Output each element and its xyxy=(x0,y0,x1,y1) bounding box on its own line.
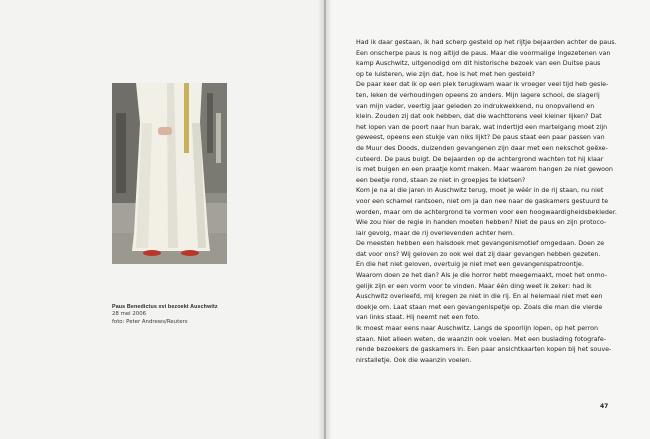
text-line: op te luisteren, wie zijn dat, hoe is het met hen gesteld? xyxy=(356,70,535,78)
text-line: gelijk zijn er een vorm voor te vinden. Maar één ding weet ik zeker: had ik xyxy=(356,282,592,290)
pope-photo xyxy=(112,83,227,264)
text-line: Kom je na al die jaren in Auschwitz terug, moet je wéér in de rij staan, nu niet xyxy=(356,187,604,195)
photo-image xyxy=(112,83,227,264)
text-line: ten, leken de verhoudingen opeens zo anders. Mijn lagere school, de slagerij xyxy=(356,91,600,99)
text-line: De paar keer dat ik op een plek terugkwam waar ik vroeger veel tijd heb geslе- xyxy=(356,81,609,89)
text-line: cuteerd. De paus buigt. De bejaarden op de achtergrond wachten tot hij klaar xyxy=(356,155,604,163)
text-line: Had ik daar gestaan, ik had scherp gesteld op het rijtje bejaarden achter de paus. xyxy=(356,39,617,46)
body-text xyxy=(356,38,624,366)
text-line: rende bezoekers de gaskamers in. Een paar ansichtkaarten kopen bij het souve- xyxy=(356,346,612,354)
text-line: En die het niet geloven, overtuig je niet met een gevangenispatroontje. xyxy=(356,261,584,269)
text-line: dat voor ons? Wij geloven zo ook wel dat zij daar gevangen hebben gezeten. xyxy=(356,250,601,258)
text-line: lair gevolg, maar de rij overlevenden achter hem. xyxy=(356,229,515,237)
text-line: van links staat. Hij neemt net een foto. xyxy=(356,314,480,322)
left-page xyxy=(0,0,324,439)
text-line: De meesten hebben een halsdoek met gevangenismotief omgedaan. Doen ze xyxy=(356,240,605,248)
text-line: Wie zou hier de regie in handen moeten hebben? Niet de paus en zijn protoco- xyxy=(356,219,607,227)
page-number: 47 xyxy=(600,403,609,410)
text-line: een beetje rond, staan ze niet in groepjes te kletsen? xyxy=(356,176,526,184)
photo-caption xyxy=(112,303,312,326)
text-line: staan. Niet alleen weten, de waanzin ook voelen. Met een buslading fotografe- xyxy=(356,335,607,343)
text-line: Ik moest maar eens naar Auschwitz. Langs de spoorlijn lopen, op het perron xyxy=(356,325,598,333)
text-line: kamp Auschwitz, uitgenodigd om dit historische bezoek van een Duitse paus xyxy=(356,60,601,68)
text-line: Waarom doen ze het dan? Als je die horror hebt meegemaakt, moet het onmo- xyxy=(356,272,607,280)
text-line: Een onscherpe paus is nog altijd de paus. Maar die voormalige ingezetenen van xyxy=(356,49,611,57)
text-line: Auschwitz overleefd, mij kregen ze niet in die rij. En al helemaal niet met een xyxy=(356,293,603,301)
text-line: van mijn vader, veertig jaar geleden zo indrukwekkend, nu onopvallend en xyxy=(356,102,595,110)
text-line: geweest, opeens een stukje van niks lijkt? De paus staat een paar passen van xyxy=(356,134,605,142)
caption-date: 28 mei 2006 xyxy=(112,311,147,317)
text-line: klein. Zouden zij dat ook hebben, dat die wachttorens veel kleiner lijken? Dat xyxy=(356,113,602,121)
text-line: nirstalletje. Ook die waanzin voelen. xyxy=(356,356,472,364)
text-line: de Muur des Doods, duizenden gevangenen zijn daar met een nekschot geëxe- xyxy=(356,144,608,152)
book-gutter xyxy=(318,0,332,439)
caption-title: Paus Benedictus xvi bezoekt Auschwitz xyxy=(112,304,218,310)
text-line: doekje om. Laat staan met een gevangenispetje op. Zoals die man die vierde xyxy=(356,303,603,311)
text-line: is met buigen en een praatje komt maken. Maar waarom hangen ze niet gewoon xyxy=(356,166,613,174)
text-line: voor een schamel rantsoen, niet om ja dan nee naar de gaskamers gestuurd te xyxy=(356,197,609,205)
caption-credit: foto: Peter Andrews/Reuters xyxy=(112,318,188,325)
text-line: het lopen van de poort naar hun barak, wat indertijd een martelgang moet zijn xyxy=(356,123,608,131)
text-line: worden, maar om de achtergrond te vormen voor een hoogwaardigheidsbekleder. xyxy=(356,208,617,216)
